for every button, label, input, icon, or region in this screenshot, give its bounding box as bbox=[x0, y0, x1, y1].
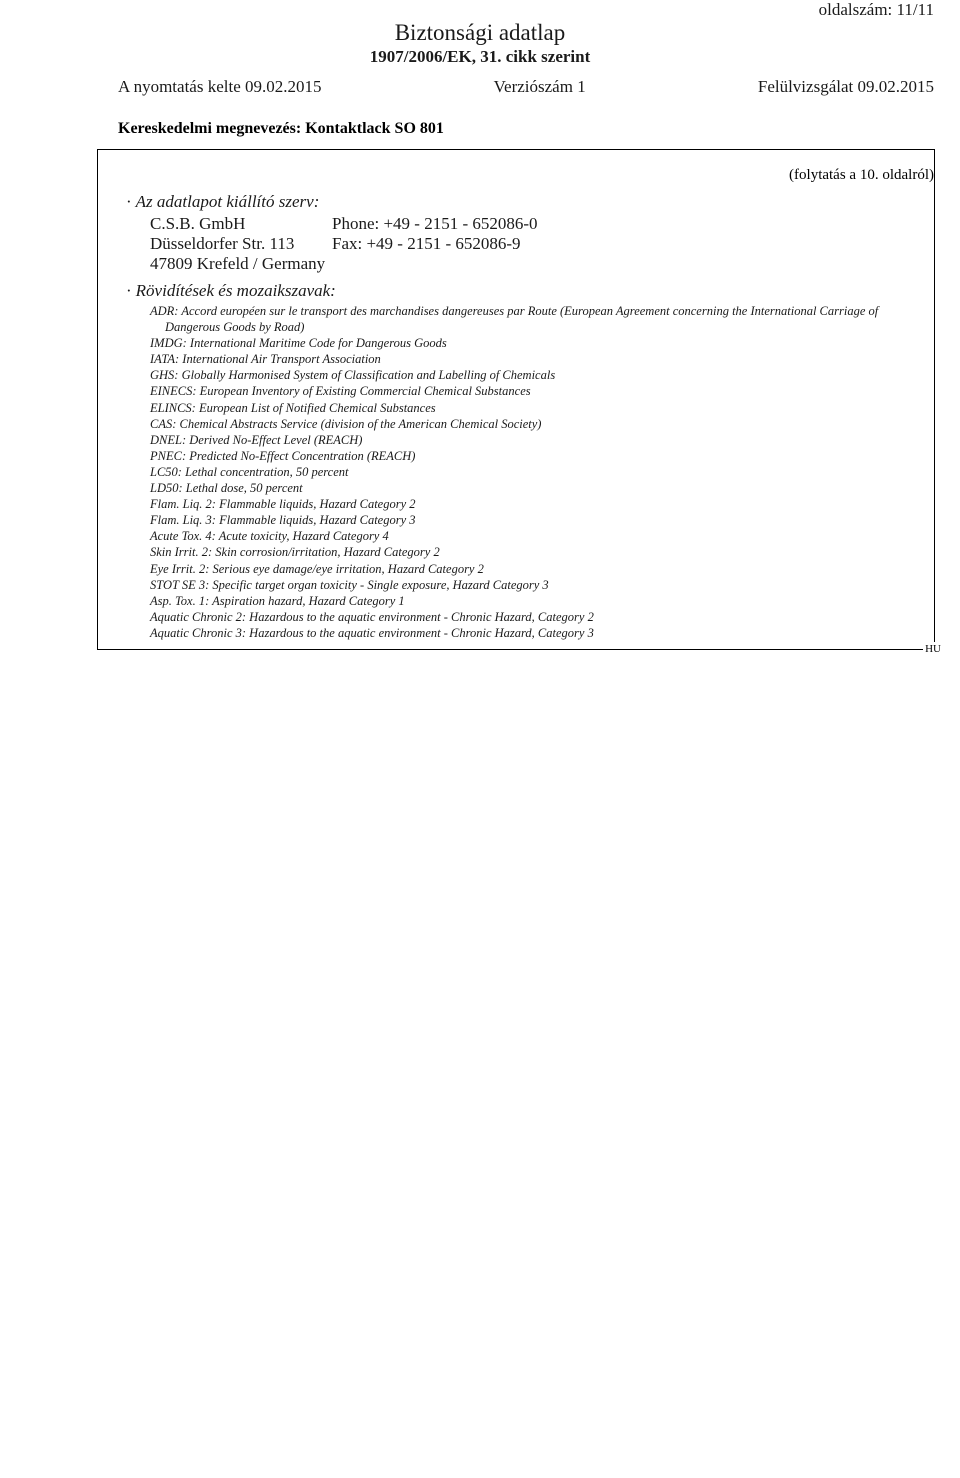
abbreviation-item: Eye Irrit. 2: Serious eye damage/eye irritation, Hazard Category 2 bbox=[150, 561, 484, 576]
issuer-heading-text: Az adatlapot kiállító szerv: bbox=[135, 192, 320, 211]
abbreviations-heading bbox=[126, 281, 336, 301]
abbreviation-item: ELINCS: European List of Notified Chemical Substances bbox=[150, 400, 436, 415]
abbreviation-item: Flam. Liq. 3: Flammable liquids, Hazard Category 3 bbox=[150, 513, 416, 528]
abbreviation-item: IMDG: International Maritime Code for Dangerous Goods bbox=[150, 336, 447, 351]
revision-date: Felülvizsgálat 09.02.2015 bbox=[757, 77, 934, 96]
abbreviation-item: CAS: Chemical Abstracts Service (division of the American Chemical Society) bbox=[150, 416, 542, 431]
meta-row bbox=[118, 77, 934, 97]
abbreviation-item: LD50: Lethal dose, 50 percent bbox=[150, 481, 303, 496]
page-number: oldalszám: 11/11 bbox=[818, 0, 934, 19]
document-title: Biztonsági adatlap bbox=[394, 20, 566, 45]
issuer-street: Düsseldorfer Str. 113 bbox=[150, 234, 295, 253]
abbreviations-heading-text: Rövidítések és mozaikszavak: bbox=[135, 281, 336, 300]
abbreviation-item: Flam. Liq. 2: Flammable liquids, Hazard Category 2 bbox=[150, 497, 416, 512]
version-number: Verziószám 1 bbox=[493, 77, 586, 96]
continued-note: (folytatás a 10. oldalról) bbox=[789, 167, 934, 183]
abbreviation-item: GHS: Globally Harmonised System of Classification and Labelling of Chemicals bbox=[150, 368, 556, 383]
abbreviation-item: LC50: Lethal concentration, 50 percent bbox=[150, 464, 349, 479]
issuer-heading bbox=[126, 192, 319, 212]
abbreviation-item: STOT SE 3: Specific target organ toxicity - Single exposure, Hazard Category 3 bbox=[150, 577, 549, 592]
issuer-city: 47809 Krefeld / Germany bbox=[150, 254, 326, 273]
abbreviation-item: DNEL: Derived No-Effect Level (REACH) bbox=[150, 432, 363, 447]
issuer-fax: Fax: +49 - 2151 - 652086-9 bbox=[332, 234, 521, 253]
issuer-name: C.S.B. GmbH bbox=[150, 214, 246, 233]
abbreviation-item: Aquatic Chronic 3: Hazardous to the aquatic environment - Chronic Hazard, Category 3 bbox=[150, 625, 594, 640]
abbreviation-item: Aquatic Chronic 2: Hazardous to the aquatic environment - Chronic Hazard, Category 2 bbox=[150, 609, 594, 624]
abbreviation-item: Acute Tox. 4: Acute toxicity, Hazard Category 4 bbox=[150, 529, 389, 544]
abbreviation-item: IATA: International Air Transport Association bbox=[150, 352, 381, 367]
issuer-phone: Phone: +49 - 2151 - 652086-0 bbox=[332, 214, 538, 233]
abbreviation-item: Skin Irrit. 2: Skin corrosion/irritation, Hazard Category 2 bbox=[150, 545, 440, 560]
language-tag: HU bbox=[925, 643, 941, 655]
bullet-dot: · bbox=[126, 192, 132, 211]
document-subtitle: 1907/2006/EK, 31. cikk szerint bbox=[369, 47, 591, 66]
abbreviation-item: ADR: Accord européen sur le transport des marchandises dangereuses par Route (European Agreement concerning the International Carriage of Dangerous Goods by Road) bbox=[150, 304, 879, 335]
abbreviations-list bbox=[150, 303, 925, 641]
print-date: A nyomtatás kelte 09.02.2015 bbox=[118, 77, 322, 96]
abbreviation-item: PNEC: Predicted No-Effect Concentration (REACH) bbox=[150, 448, 416, 463]
trade-name: Kereskedelmi megnevezés: Kontaktlack SO 801 bbox=[118, 120, 444, 137]
abbreviation-item: EINECS: European Inventory of Existing Commercial Chemical Substances bbox=[150, 384, 531, 399]
bullet-dot: · bbox=[126, 281, 132, 300]
abbreviation-item: Asp. Tox. 1: Aspiration hazard, Hazard Category 1 bbox=[150, 593, 405, 608]
